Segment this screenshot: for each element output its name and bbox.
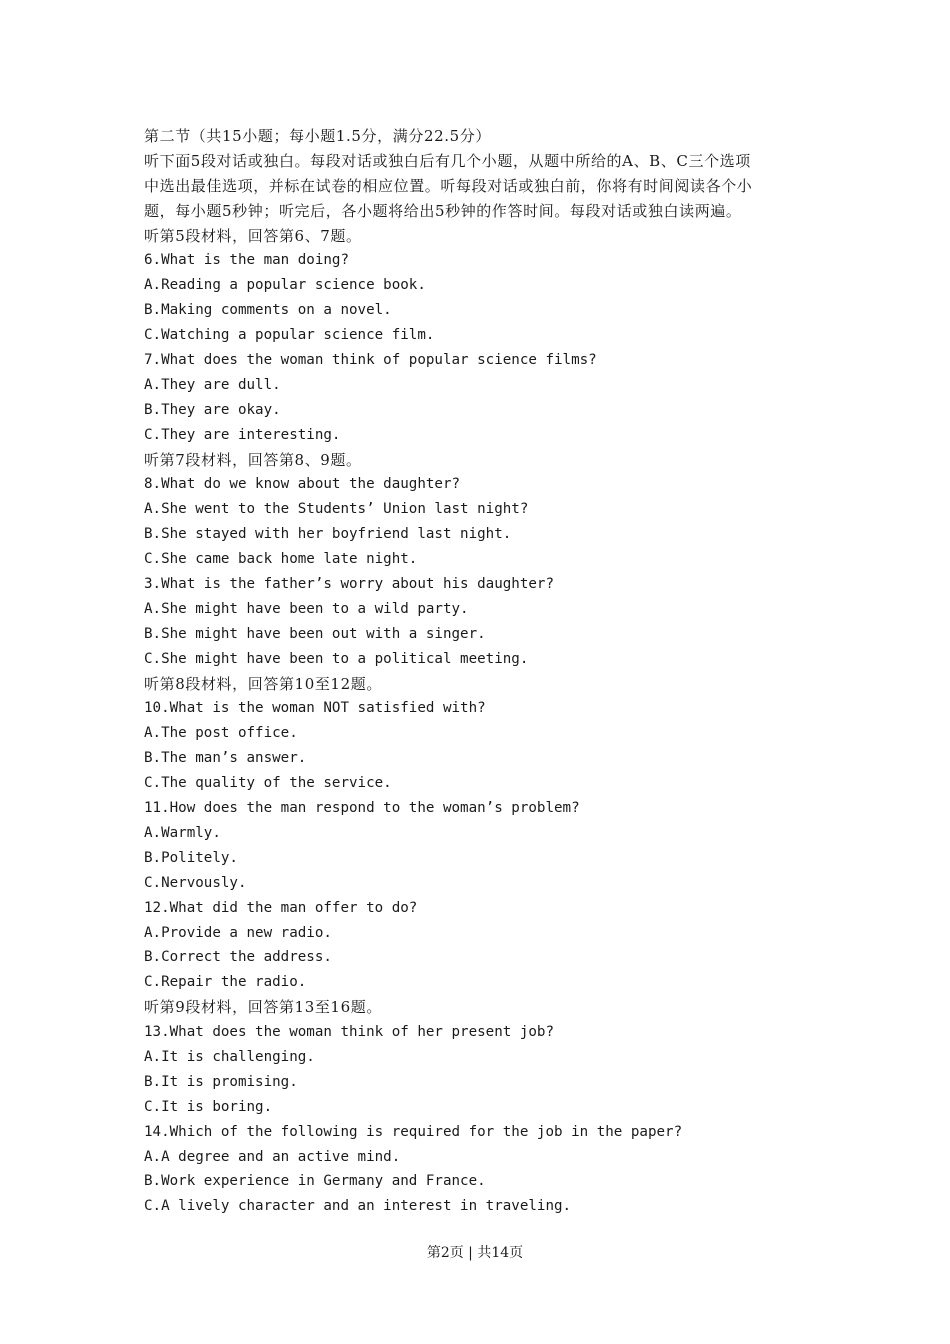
answer-option: A.They are dull. — [144, 376, 281, 393]
question-stem: 8.What do we know about the daughter? — [144, 476, 461, 493]
answer-option: B.The man’s answer. — [144, 750, 307, 767]
instruction-line: 中选出最佳选项，并标在试卷的相应位置。听每段对话或独白前，你将有时间阅读各个小 — [144, 176, 753, 195]
answer-option: A.Warmly. — [144, 824, 221, 841]
answer-option: C.It is boring. — [144, 1098, 273, 1115]
answer-option: C.Repair the radio. — [144, 974, 307, 991]
answer-option: C.Nervously. — [144, 874, 247, 891]
answer-option: A.It is challenging. — [144, 1048, 315, 1065]
question-stem: 14.Which of the following is required for the job in the paper? — [144, 1123, 683, 1140]
answer-option: C.The quality of the service. — [144, 775, 392, 792]
question-stem: 7.What does the woman think of popular science films? — [144, 352, 597, 369]
answer-option: A.She went to the Students’ Union last night? — [144, 501, 529, 518]
instruction-line: 题，每小题5秒钟；听完后，各小题将给出5秒钟的作答时间。每段对话或独白读两遍。 — [144, 201, 742, 220]
answer-option: B.Correct the address. — [144, 949, 332, 966]
answer-option: B.Making comments on a novel. — [144, 302, 392, 319]
answer-option: C.A lively character and an interest in traveling. — [144, 1198, 572, 1215]
answer-option: C.She came back home late night. — [144, 551, 418, 568]
answer-option: B.It is promising. — [144, 1073, 298, 1090]
section-title: 第二节（共15小题；每小题1.5分，满分22.5分） — [144, 127, 491, 145]
question-stem: 13.What does the woman think of her present job? — [144, 1024, 554, 1041]
answer-option: C.They are interesting. — [144, 426, 341, 443]
question-stem: 10.What is the woman NOT satisfied with? — [144, 700, 486, 717]
answer-option: A.Provide a new radio. — [144, 924, 332, 941]
answer-option: C.She might have been to a political meeting. — [144, 650, 529, 667]
answer-option: B.Work experience in Germany and France. — [144, 1173, 486, 1190]
answer-option: A.She might have been to a wild party. — [144, 600, 469, 617]
group-header: 听第7段材料，回答第8、9题。 — [144, 450, 362, 469]
answer-option: A.Reading a popular science book. — [144, 277, 426, 294]
question-stem: 11.How does the man respond to the woman’s problem? — [144, 800, 580, 817]
answer-option: B.She stayed with her boyfriend last night. — [144, 526, 512, 543]
exam-page-content — [144, 124, 824, 1219]
instruction-line: 听下面5段对话或独白。每段对话或独白后有几个小题，从题中所给的A、B、C三个选项 — [144, 151, 751, 170]
answer-option: C.Watching a popular science film. — [144, 327, 435, 344]
question-stem: 12.What did the man offer to do? — [144, 899, 418, 916]
answer-option: B.Politely. — [144, 849, 238, 866]
question-stem: 3.What is the father’s worry about his daughter? — [144, 576, 554, 593]
answer-option: B.She might have been out with a singer. — [144, 625, 486, 642]
answer-option: A.The post office. — [144, 725, 298, 742]
question-stem: 6.What is the man doing? — [144, 252, 349, 269]
answer-option: B.They are okay. — [144, 401, 281, 418]
page-number-footer: 第2页 | 共14页 — [426, 1245, 524, 1261]
group-header: 听第5段材料，回答第6、7题。 — [144, 226, 362, 245]
group-header: 听第9段材料，回答第13至16题。 — [144, 998, 382, 1017]
answer-option: A.A degree and an active mind. — [144, 1148, 401, 1165]
group-header: 听第8段材料，回答第10至12题。 — [144, 674, 382, 693]
